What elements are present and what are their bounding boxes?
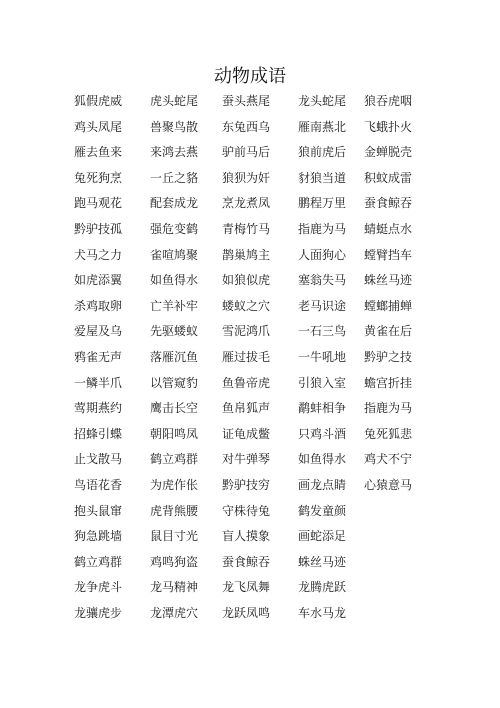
idiom-cell: 为虎作伥 <box>150 477 199 492</box>
idiom-cell: 鸟语花香 <box>74 477 123 492</box>
idiom-cell: 亡羊补牢 <box>150 298 199 313</box>
idiom-cell: 兔死狗烹 <box>74 170 123 185</box>
idiom-row <box>0 221 500 247</box>
idiom-cell: 来鸿去燕 <box>150 145 199 160</box>
idiom-row <box>0 451 500 477</box>
idiom-row <box>0 247 500 273</box>
idiom-row <box>0 426 500 452</box>
idiom-row <box>0 579 500 605</box>
idiom-cell: 鹤立鸡群 <box>150 452 199 467</box>
idiom-cell: 车水马龙 <box>298 605 347 620</box>
idiom-cell: 东兔西乌 <box>222 119 271 134</box>
idiom-cell: 螳臂挡车 <box>364 247 413 262</box>
idiom-cell: 金蝉脱壳 <box>364 145 413 160</box>
idiom-cell: 狼狈为奸 <box>222 170 271 185</box>
idiom-cell: 爱屋及乌 <box>74 324 123 339</box>
idiom-cell: 蚕食鲸吞 <box>222 554 271 569</box>
idiom-grid <box>0 93 500 630</box>
idiom-cell: 鸡头凤尾 <box>74 119 123 134</box>
idiom-cell: 蟾宫折挂 <box>364 375 413 390</box>
page-title: 动物成语 <box>214 66 286 87</box>
idiom-cell: 如鱼得水 <box>150 273 199 288</box>
idiom-cell: 塞翁失马 <box>298 273 347 288</box>
idiom-cell: 龙马精神 <box>150 580 199 595</box>
idiom-cell: 犬马之力 <box>74 247 123 262</box>
idiom-cell: 鱼鲁帝虎 <box>222 375 271 390</box>
idiom-cell: 蝼蚁之穴 <box>222 298 271 313</box>
idiom-cell: 鸡犬不宁 <box>364 452 413 467</box>
idiom-cell: 证龟成鳖 <box>222 426 271 441</box>
idiom-cell: 一牛吼地 <box>298 349 347 364</box>
idiom-cell: 杀鸡取卵 <box>74 298 123 313</box>
idiom-row <box>0 195 500 221</box>
idiom-cell: 一丘之貉 <box>150 170 199 185</box>
idiom-cell: 人面狗心 <box>298 247 347 262</box>
idiom-cell: 龙争虎斗 <box>74 580 123 595</box>
idiom-cell: 莺期燕约 <box>74 401 123 416</box>
idiom-cell: 烹龙煮凤 <box>222 196 271 211</box>
idiom-cell: 虎背熊腰 <box>150 503 199 518</box>
idiom-row <box>0 400 500 426</box>
idiom-cell: 如狼似虎 <box>222 273 271 288</box>
idiom-cell: 画蛇添足 <box>298 529 347 544</box>
idiom-cell: 狐假虎威 <box>74 94 123 108</box>
idiom-cell: 鹤发童颜 <box>298 503 347 518</box>
idiom-cell: 龙骧虎步 <box>74 605 123 620</box>
idiom-row <box>0 554 500 580</box>
idiom-cell: 只鸡斗酒 <box>298 426 347 441</box>
idiom-cell: 指鹿为马 <box>364 401 413 416</box>
idiom-cell: 心猿意马 <box>364 477 413 492</box>
idiom-cell: 雁过拔毛 <box>222 349 271 364</box>
idiom-cell: 蛛丝马迹 <box>298 554 347 569</box>
idiom-cell: 龙跃凤鸣 <box>222 605 271 620</box>
idiom-cell: 狼前虎后 <box>298 145 347 160</box>
idiom-row <box>0 349 500 375</box>
idiom-cell: 跑马观花 <box>74 196 123 211</box>
idiom-cell: 画龙点睛 <box>298 477 347 492</box>
idiom-cell: 狼吞虎咽 <box>364 94 413 108</box>
idiom-cell: 一石三鸟 <box>298 324 347 339</box>
idiom-row <box>0 93 500 119</box>
idiom-cell: 抱头鼠窜 <box>74 503 123 518</box>
idiom-cell: 积蚊成雷 <box>364 170 413 185</box>
idiom-cell: 龙潭虎穴 <box>150 605 199 620</box>
idiom-row <box>0 528 500 554</box>
idiom-cell: 鼠目寸光 <box>150 529 199 544</box>
idiom-cell: 鹤立鸡群 <box>74 554 123 569</box>
idiom-cell: 引狼入室 <box>298 375 347 390</box>
idiom-cell: 先驱蝼蚁 <box>150 324 199 339</box>
idiom-cell: 青梅竹马 <box>222 221 271 236</box>
idiom-cell: 雪泥鸿爪 <box>222 324 271 339</box>
idiom-cell: 雁去鱼来 <box>74 145 123 160</box>
idiom-row <box>0 477 500 503</box>
idiom-cell: 盲人摸象 <box>222 529 271 544</box>
idiom-cell: 鹏程万里 <box>298 196 347 211</box>
idiom-cell: 蚕头燕尾 <box>222 94 271 108</box>
idiom-row <box>0 298 500 324</box>
idiom-cell: 指鹿为马 <box>298 221 347 236</box>
idiom-cell: 对牛弹琴 <box>222 452 271 467</box>
idiom-cell: 黔驴之技 <box>364 349 413 364</box>
idiom-row <box>0 323 500 349</box>
idiom-cell: 鱼帛狐声 <box>222 401 271 416</box>
idiom-cell: 朝阳鸣凤 <box>150 426 199 441</box>
idiom-cell: 落雁沉鱼 <box>150 349 199 364</box>
idiom-cell: 黔驴技穷 <box>222 477 271 492</box>
idiom-cell: 豺狼当道 <box>298 170 347 185</box>
idiom-cell: 飞蛾扑火 <box>364 119 413 134</box>
idiom-cell: 鸦雀无声 <box>74 349 123 364</box>
idiom-cell: 黄雀在后 <box>364 324 413 339</box>
idiom-cell: 兽聚鸟散 <box>150 119 199 134</box>
idiom-cell: 黔驴技孤 <box>74 221 123 236</box>
idiom-cell: 鹬蚌相争 <box>298 401 347 416</box>
idiom-cell: 鹰击长空 <box>150 401 199 416</box>
idiom-row <box>0 375 500 401</box>
idiom-cell: 雁南燕北 <box>298 119 347 134</box>
idiom-cell: 如虎添翼 <box>74 273 123 288</box>
idiom-row <box>0 605 500 631</box>
idiom-row <box>0 272 500 298</box>
idiom-cell: 狗急跳墙 <box>74 529 123 544</box>
idiom-cell: 如鱼得水 <box>298 452 347 467</box>
idiom-cell: 老马识途 <box>298 298 347 313</box>
idiom-cell: 一鳞半爪 <box>74 375 123 390</box>
idiom-cell: 兔死狐悲 <box>364 426 413 441</box>
idiom-cell: 强危变鹤 <box>150 221 199 236</box>
idiom-cell: 龙头蛇尾 <box>298 94 347 108</box>
idiom-cell: 招蜂引蝶 <box>74 426 123 441</box>
idiom-cell: 守株待兔 <box>222 503 271 518</box>
idiom-cell: 驴前马后 <box>222 145 271 160</box>
idiom-row <box>0 170 500 196</box>
idiom-row <box>0 144 500 170</box>
idiom-cell: 雀喧鸠聚 <box>150 247 199 262</box>
idiom-cell: 鸡鸣狗盗 <box>150 554 199 569</box>
idiom-cell: 龙腾虎跃 <box>298 580 347 595</box>
idiom-cell: 配套成龙 <box>150 196 199 211</box>
idiom-cell: 鹊巢鸠主 <box>222 247 271 262</box>
idiom-row <box>0 503 500 529</box>
idiom-cell: 蜻蜓点水 <box>364 221 413 236</box>
idiom-cell: 龙飞凤舞 <box>222 580 271 595</box>
idiom-cell: 螳螂捕蝉 <box>364 298 413 313</box>
idiom-cell: 以管窥豹 <box>150 375 199 390</box>
idiom-cell: 止戈散马 <box>74 452 123 467</box>
idiom-cell: 蚕食鲸吞 <box>364 196 413 211</box>
idiom-cell: 虎头蛇尾 <box>150 94 199 108</box>
idiom-row <box>0 119 500 145</box>
idiom-cell: 蛛丝马迹 <box>364 273 413 288</box>
